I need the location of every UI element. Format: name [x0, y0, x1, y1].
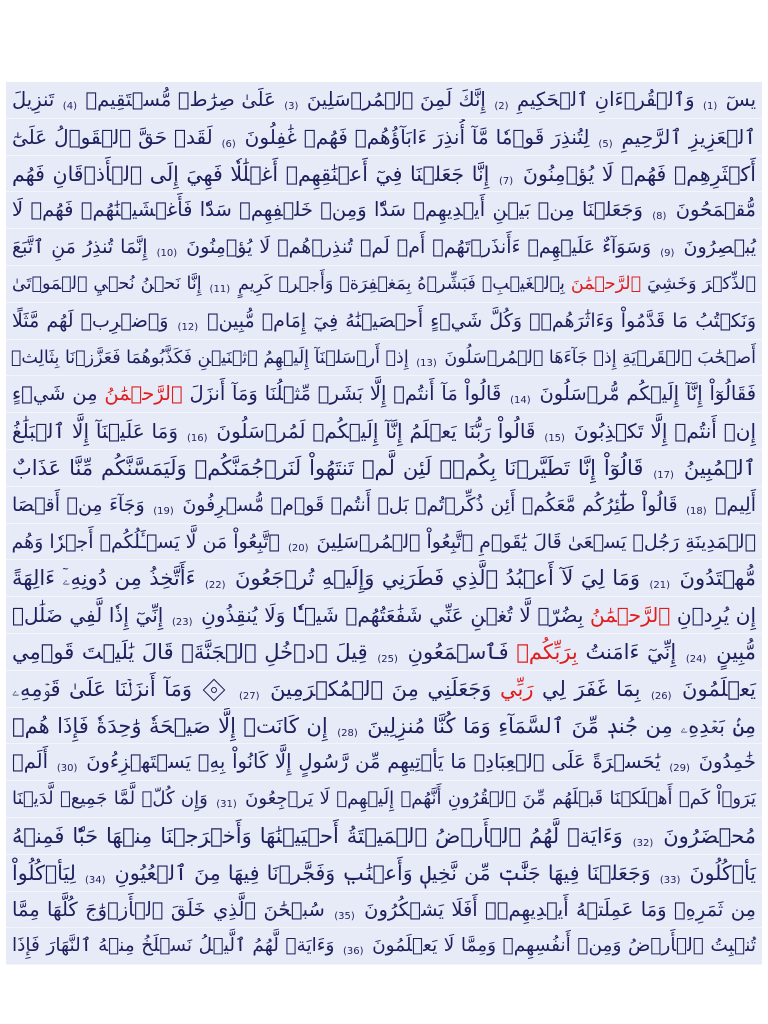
ayah-number: (18): [686, 505, 707, 517]
verse-text: أَلِيمٞ: [715, 493, 756, 516]
verse-line: [6, 450, 762, 487]
verse-text: لِيَأۡكُلُواْ: [12, 860, 76, 885]
verse-text: مُّبِينٍ: [716, 639, 757, 664]
verse-line: [6, 229, 762, 266]
verse-text: وَجَعَلۡنَا مِنۢ بَيۡنِ أَيۡدِيهِمۡ سَدّٗا وَمِنۡ خَلۡفِهِمۡ سَدّٗا فَأَغۡشَيۡنَٰهُمۡ فَهُمۡ لَا: [12, 198, 643, 222]
verse-text: سُبۡحَٰنَ ٱلَّذِي خَلَقَ ٱلۡأَزۡوَٰجَ كُلَّهَا مِمَّا: [12, 897, 325, 921]
verse-text: يَٰحَسۡرَةً عَلَى ٱلۡعِبَادِۚ مَا يَأۡتِيهِم مِّن رَّسُولٍ إِلَّا كَانُواْ بِهِۦ يَسۡتَهۡزِءُونَ: [86, 750, 661, 774]
ayah-number: (4): [62, 101, 77, 112]
verse-text: وَسَوَآءٌ عَلَيۡهِمۡ ءَأَنذَرۡتَهُمۡ أَمۡ لَمۡ تُنذِرۡهُمۡ لَا يُؤۡمِنُونَ: [186, 236, 652, 259]
ayah-number: (26): [650, 690, 672, 702]
verse-line: [6, 119, 762, 156]
verse-line: [6, 818, 762, 855]
verse-text: إِنِّيٓ ءَامَنتُ: [577, 639, 677, 664]
ayah-number: (34): [84, 874, 106, 886]
ayah-number: (22): [204, 580, 226, 592]
verse-line: [6, 744, 762, 781]
ayah-number: (9): [660, 248, 675, 260]
verse-text: ٱلۡعَزِيزِ ٱلرَّحِيمِ: [621, 124, 757, 149]
quran-page: [0, 82, 768, 958]
verse-text: إِذۡ أَرۡسَلۡنَآ إِلَيۡهِمُ ٱثۡنَيۡنِ فَكَذَّبُوهُمَا فَعَزَّزۡنَا بِثَالِثٖ: [10, 347, 409, 368]
verse-text: وَمَا عَلَيۡنَآ إِلَّا ٱلۡبَلَٰغُ: [12, 419, 179, 444]
verse-text: وَٱلۡقُرۡءَانِ ٱلۡحَكِيمِ: [517, 88, 695, 111]
divine-name-highlight: ٱلرَّحۡمَٰنُ: [104, 382, 183, 406]
verse-text: مِنۢ بَعۡدِهِۦ مِن جُندٖ مِّنَ ٱلسَّمَآءِ وَمَا كُنَّا مُنزِلِينَ: [367, 713, 756, 738]
verse-text: لَقَدۡ حَقَّ ٱلۡقَوۡلُ عَلَىٰٓ: [12, 124, 213, 149]
ayah-number: (3): [284, 101, 299, 112]
verse-text: وَنَكۡتُبُ مَا قَدَّمُواْ وَءَاثَٰرَهُمۡۚ وَكُلَّ شَيۡءٍ أَحۡصَيۡنَٰهُ فِيٓ إِمَامٖ مُّبِينٖ: [207, 309, 756, 332]
verse-line: [6, 928, 762, 965]
verse-text: ءَأَتَّخِذُ مِن دُونِهِۦٓ ءَالِهَةً: [12, 566, 196, 591]
verse-text: وَءَايَةٞ لَّهُمُ ٱلَّيۡلُ نَسۡلَخُ مِنۡهُ ٱلنَّهَارَ فَإِذَا: [12, 935, 335, 957]
verse-text: وَءَايَةٞ لَّهُمُ ٱلۡأَرۡضُ ٱلۡمَيۡتَةُ أَحۡيَيۡنَٰهَا وَأَخۡرَجۡنَا مِنۡهَا حَبّٗا فَمِنۡهُ: [12, 823, 623, 848]
verse-text: ٱلۡمُبِينُ: [683, 455, 756, 480]
verse-line: [6, 781, 762, 818]
verse-text: قَالُواْ رَبُّنَا يَعۡلَمُ إِنَّآ إِلَيۡكُمۡ لَمُرۡسَلُونَ: [216, 419, 536, 444]
verse-line: [6, 560, 762, 597]
verse-text: يسٓ: [725, 88, 757, 111]
verse-text: مُحۡضَرُونَ: [663, 823, 757, 848]
ayah-number: (19): [153, 505, 174, 517]
ayah-number: (1): [703, 101, 718, 112]
ayah-number: (5): [598, 138, 613, 150]
ayah-number: (6): [221, 138, 236, 150]
verse-text: مِن شَيۡءٍ: [12, 382, 98, 406]
verse-text: إِن كَانَتۡ إِلَّا صَيۡحَةٗ وَٰحِدَةٗ فَإِذَا هُمۡ: [12, 713, 328, 738]
divine-name-highlight: رَبِّي: [499, 676, 534, 701]
verse-line: [6, 671, 762, 708]
verse-line: [6, 634, 762, 671]
ayah-number: (15): [544, 433, 565, 445]
ayah-number: (28): [337, 727, 358, 739]
verse-text: بِٱلۡغَيۡبِۖ فَبَشِّرۡهُ بِمَغۡفِرَةٖ وَأَجۡرٖ كَرِيمٍ: [238, 273, 565, 294]
verse-line: [6, 855, 762, 892]
verse-text: بِمَا غَفَرَ لِي: [533, 676, 641, 701]
verse-text: يَرَوۡاْ كَمۡ أَهۡلَكۡنَا قَبۡلَهُم مِّنَ ٱلۡقُرُونِ أَنَّهُمۡ إِلَيۡهِمۡ لَا يَرۡجِعُونَ: [245, 788, 756, 810]
ayah-number: (30): [56, 763, 78, 775]
verse-lines: [6, 82, 762, 965]
verse-line: [6, 892, 762, 929]
verse-text: إِنَّمَا تُنذِرُ مَنِ ٱتَّبَعَ: [12, 236, 148, 259]
verse-line: [6, 266, 762, 303]
ayah-number: (2): [494, 101, 509, 112]
verse-text: إِنَّكَ لَمِنَ ٱلۡمُرۡسَلِينَ: [306, 88, 486, 111]
verse-text: وَجَعَلَنِي مِنَ ٱلۡمُكۡرَمِينَ: [270, 676, 492, 701]
ayah-number: (17): [653, 469, 674, 481]
verse-text: تَنزِيلَ: [12, 88, 55, 111]
verse-text: إِنَّا نَحۡنُ نُحۡيِ ٱلۡمَوۡتَىٰ: [12, 273, 202, 294]
ayah-number: (27): [239, 690, 260, 702]
verse-text: وَجَعَلۡنَا فِيهَا جَنَّٰتٖ مِّن نَّخِيلٖ وَأَعۡنَٰبٖ وَفَجَّرۡنَا فِيهَا مِنَ ٱلۡعُيُونِ: [114, 860, 651, 885]
ayah-number: (29): [669, 763, 690, 775]
verse-text: ٱتَّبِعُواْ مَن لَّا يَسۡـَٔلُكُمۡ أَجۡرٗا وَهُم: [11, 530, 280, 553]
verse-line: [6, 487, 762, 524]
verse-text: أَلَمۡ: [12, 750, 49, 774]
verse-text: ٱلذِّكۡرَ وَخَشِيَ: [641, 273, 756, 294]
ayah-number: (14): [510, 395, 531, 407]
verse-text: وَإِن كُلّٞ لَّمَّا جَمِيعٞ لَّدَيۡنَا: [12, 788, 208, 810]
verse-text: يَأۡكُلُونَ: [689, 860, 756, 885]
verse-text: تُنۢبِتُ ٱلۡأَرۡضُ وَمِنۡ أَنفُسِهِمۡ وَمِمَّا لَا يَعۡلَمُونَ: [372, 935, 756, 957]
verse-line: [6, 303, 762, 340]
verse-line: [6, 524, 762, 561]
divine-name-highlight: ٱلرَّحۡمَٰنُ: [590, 603, 671, 628]
verse-text: قَالُواْ مَآ أَنتُمۡ إِلَّا بَشَرٞ مِّثۡلُنَا وَمَآ أَنزَلَ: [182, 382, 502, 406]
verse-text: وَجَآءَ مِنۡ أَقۡصَا: [12, 493, 145, 516]
divine-name-highlight: بِرَبِّكُمۡ: [516, 639, 578, 664]
ayah-number: (35): [334, 910, 355, 922]
verse-line: [6, 192, 762, 229]
ayah-number: (36): [342, 946, 364, 958]
ayah-number: (16): [186, 433, 208, 445]
verse-text: إِن يُرِدۡنِ: [670, 603, 756, 628]
ayah-number: (12): [177, 321, 199, 333]
verse-text: مِن ثَمَرِهِۦ وَمَا عَمِلَتۡهُ أَيۡدِيهِمۡۚ أَفَلَا يَشۡكُرُونَ: [364, 897, 756, 921]
verse-line: [6, 708, 762, 745]
ayah-number: (33): [659, 874, 681, 886]
ayah-number: (20): [287, 542, 309, 554]
ayah-number: (10): [156, 248, 178, 260]
verse-text: فَٱسۡمَعُونِ: [407, 639, 509, 664]
verse-text: إِنِّيٓ إِذٗا لَّفِي ضَلَٰلٖ: [12, 603, 164, 628]
ayah-number: (32): [632, 837, 654, 849]
verse-text: يَعۡلَمُونَ: [682, 676, 756, 701]
verse-text: لِتُنذِرَ قَوۡمٗا مَّآ أُنذِرَ ءَابَآؤُهُمۡ فَهُمۡ غَٰفِلُونَ: [244, 124, 590, 149]
verse-text: وَٱضۡرِبۡ لَهُم مَّثَلًا: [12, 309, 169, 332]
sajda-mark-icon: [203, 678, 226, 701]
ayah-number: (7): [499, 175, 514, 187]
verse-text: وَمَا لِيَ لَآ أَعۡبُدُ ٱلَّذِي فَطَرَنِي وَإِلَيۡهِ تُرۡجَعُونَ: [234, 566, 640, 591]
verse-text: أَصۡحَٰبَ ٱلۡقَرۡيَةِ إِذۡ جَآءَهَا ٱلۡمُرۡسَلُونَ: [444, 347, 756, 368]
verse-text: فَقَالُوٓاْ إِنَّآ إِلَيۡكُم مُّرۡسَلُونَ: [539, 382, 757, 406]
ayah-number: (11): [209, 283, 231, 295]
verse-line: [6, 82, 762, 119]
divine-name-highlight: ٱلرَّحۡمَٰنَ: [570, 273, 642, 294]
ayah-number: (8): [652, 211, 667, 223]
verse-text: عَلَىٰ صِرَٰطٖ مُّسۡتَقِيمٖ: [85, 88, 276, 111]
verse-text: بِضُرّٖ لَّا تُغۡنِ عَنِّي شَفَٰعَتُهُمۡ شَيۡـٔٗا وَلَا يُنقِذُونِ: [201, 603, 584, 628]
verse-text: ٱلۡمَدِينَةِ رَجُلٞ يَسۡعَىٰ قَالَ يَٰقَوۡمِ ٱتَّبِعُواْ ٱلۡمُرۡسَلِينَ: [316, 530, 756, 553]
ayah-number: (23): [171, 617, 193, 629]
verse-line: [6, 156, 762, 193]
ayah-number: (24): [685, 653, 707, 665]
ayah-number: (21): [649, 580, 671, 592]
verse-text: يُبۡصِرُونَ: [683, 236, 756, 259]
verse-text: قَالُواْ طَٰٓئِرُكُم مَّعَكُمۡ أَئِن ذُكِّرۡتُمۚ بَلۡ أَنتُمۡ قَوۡمٞ مُّسۡرِفُونَ: [182, 493, 678, 516]
ayah-number: (25): [377, 653, 398, 665]
verse-line: [6, 376, 762, 413]
verse-text: خَٰمِدُونَ: [698, 750, 756, 774]
verse-text: أَكۡثَرِهِمۡ فَهُمۡ لَا يُؤۡمِنُونَ: [522, 161, 756, 186]
verse-text: مُّقۡمَحُونَ: [675, 198, 757, 222]
ayah-number: (13): [416, 357, 437, 369]
ayah-number: (31): [216, 799, 237, 811]
verse-line: [6, 597, 762, 634]
verse-text: مُّهۡتَدُونَ: [679, 566, 756, 591]
verse-text: قِيلَ ٱدۡخُلِ ٱلۡجَنَّةَۖ قَالَ يَٰلَيۡتَ قَوۡمِي: [12, 639, 368, 664]
verse-line: [6, 413, 762, 450]
verse-text: وَمَآ أَنزَلۡنَا عَلَىٰ قَوۡمِهِۦ: [12, 676, 192, 701]
verse-line: [6, 340, 762, 377]
verse-text: قَالُوٓاْ إِنَّا تَطَيَّرۡنَا بِكُمۡۖ لَئِن لَّمۡ تَنتَهُواْ لَنَرۡجُمَنَّكُمۡ وَلَيَمَسَّنَّكُم مِّنَّا عَذَابٌ: [12, 455, 644, 480]
verse-text: إِنَّا جَعَلۡنَا فِيٓ أَعۡنَٰقِهِمۡ أَغۡلَٰلٗا فَهِيَ إِلَى ٱلۡأَذۡقَانِ فَهُم: [12, 161, 490, 186]
verse-text: إِنۡ أَنتُمۡ إِلَّا تَكۡذِبُونَ: [573, 419, 757, 444]
